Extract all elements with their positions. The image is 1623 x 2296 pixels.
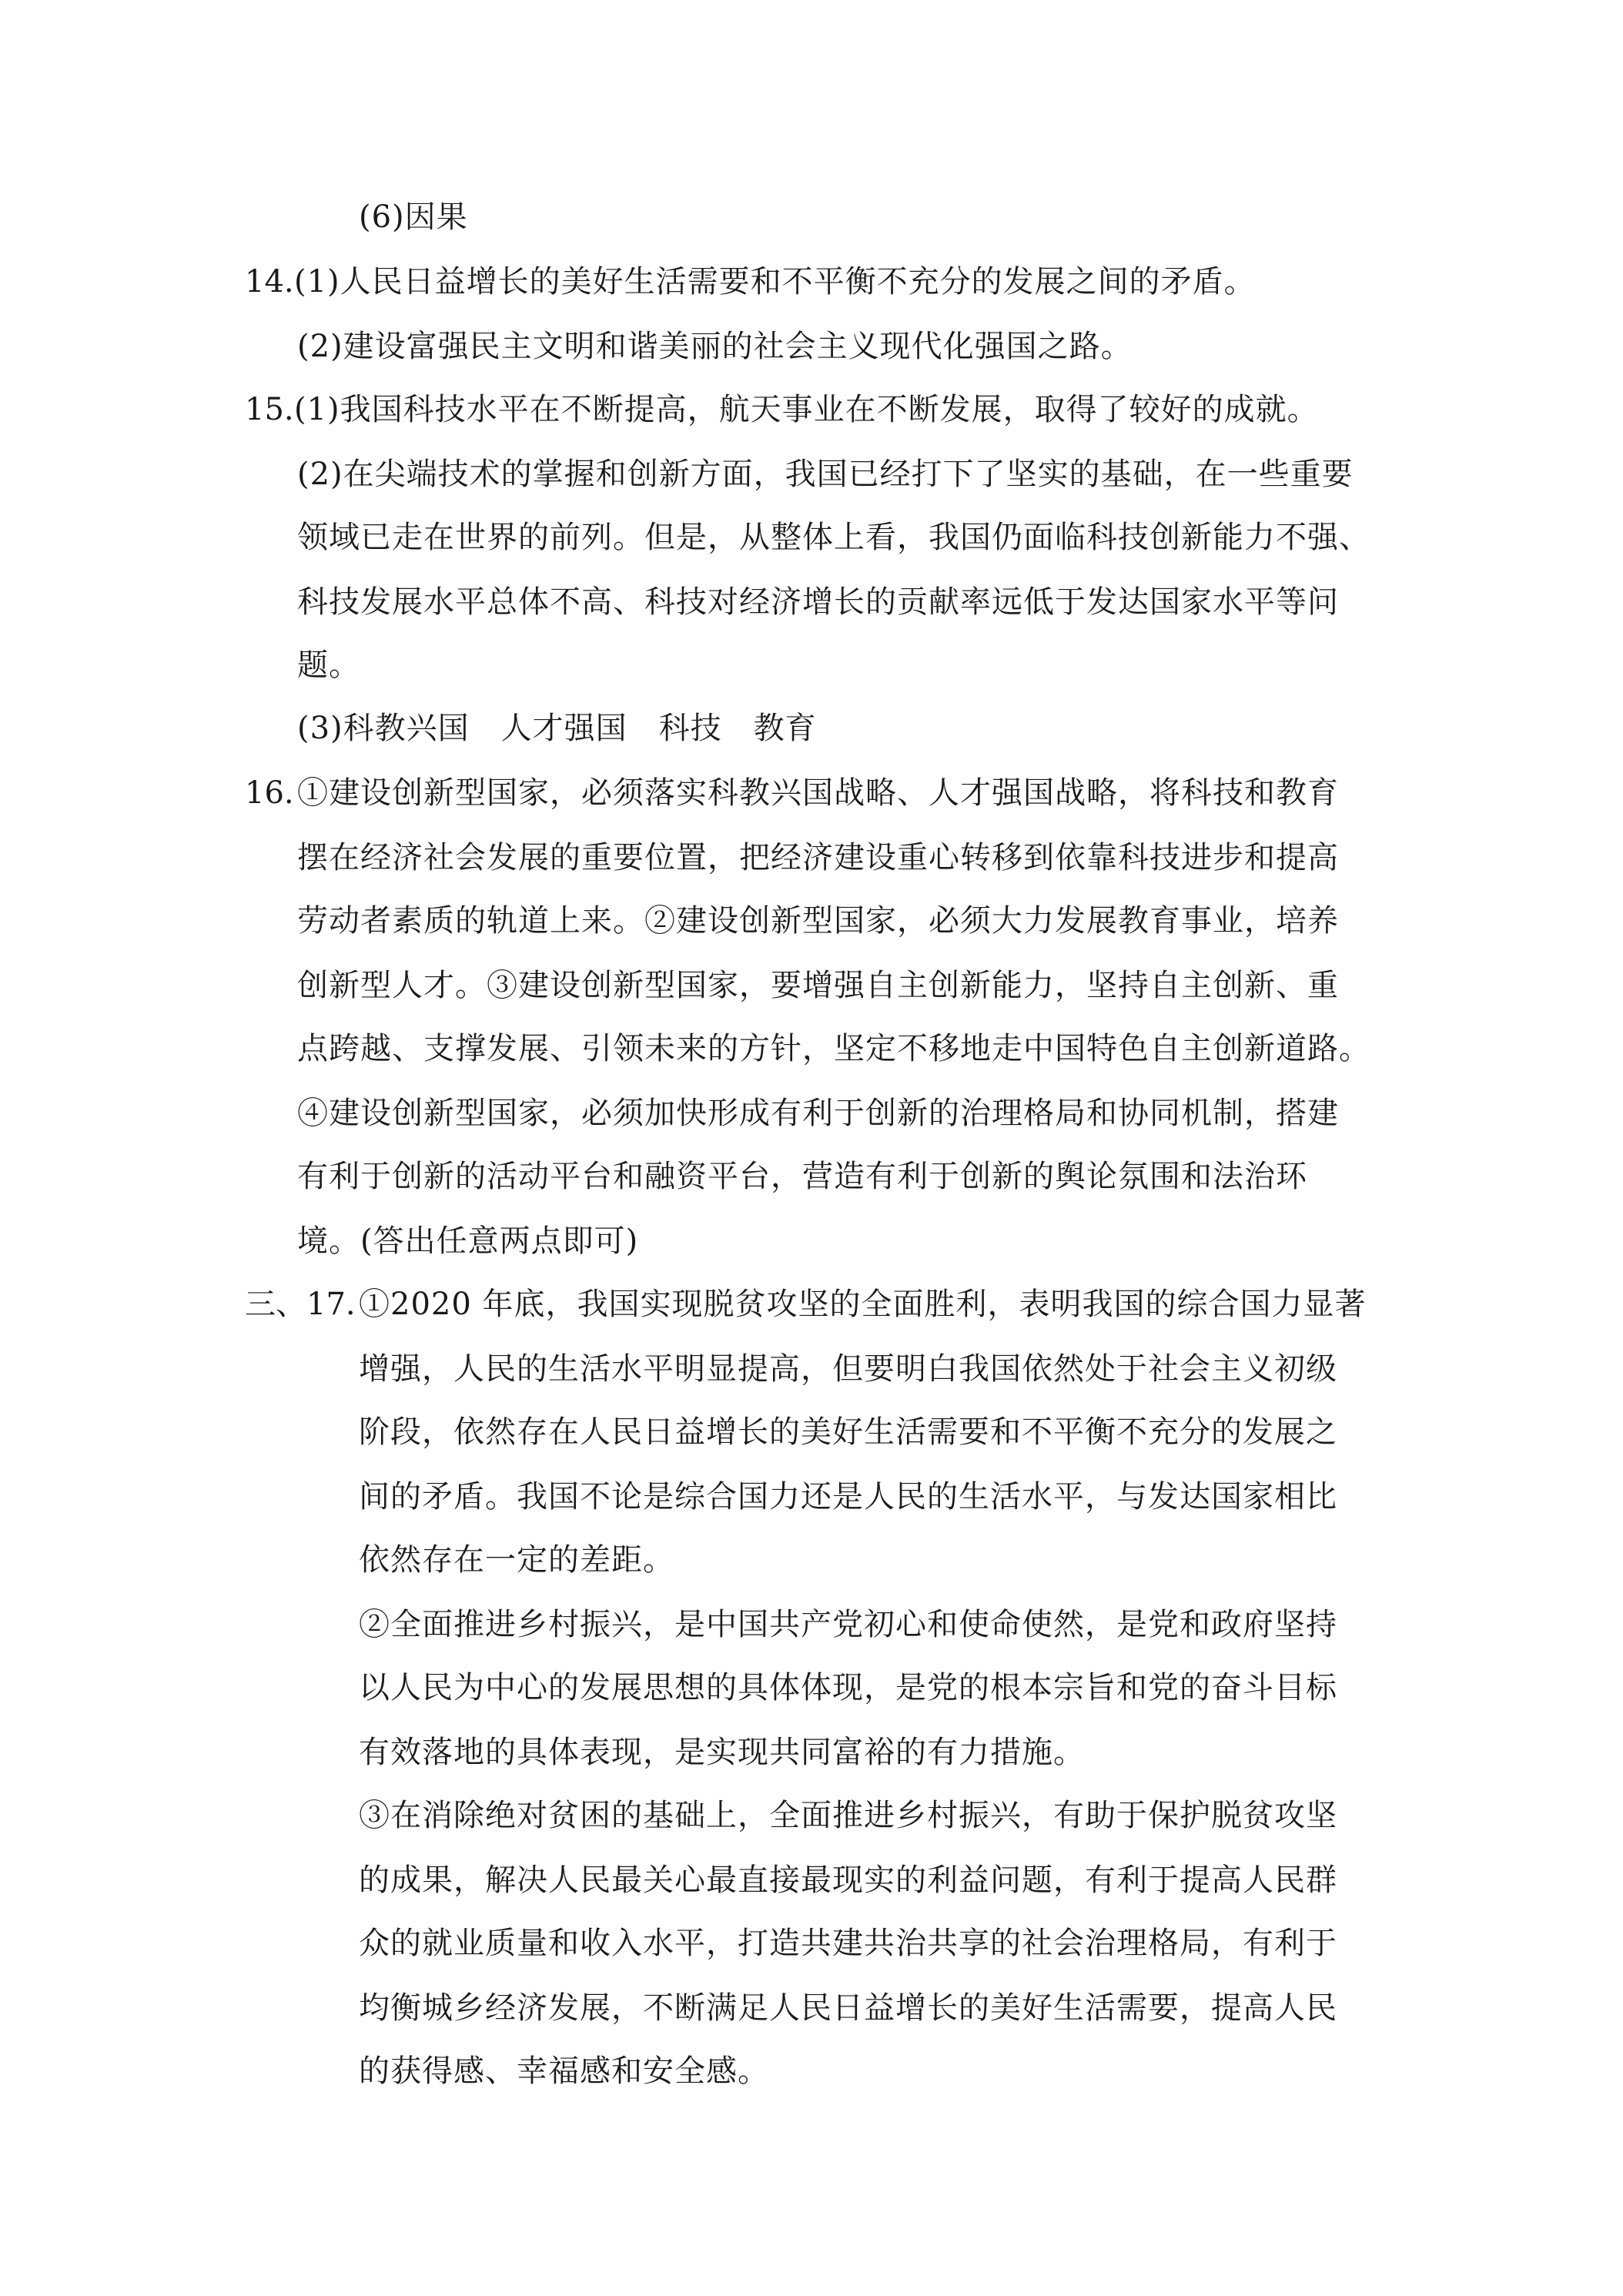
q16-line: 摆在经济社会发展的重要位置，把经济建设重心转移到依靠科技进步和提高 [297,840,1339,875]
q17-line: 均衡城乡经济发展，不断满足人民日益增长的美好生活需要，提高人民 [359,1990,1337,2026]
q16-line: ④建设创新型国家，必须加快形成有利于创新的治理格局和协同机制，搭建 [297,1096,1339,1131]
q17-line: 的获得感、幸福感和安全感。 [359,2053,769,2089]
q17-line: ③在消除绝对贫困的基础上，全面推进乡村振兴，有助于保护脱贫攻坚 [359,1798,1337,1833]
q16-line: 境。(答出任意两点即可) [297,1223,639,1259]
q17-line: 阶段，依然存在人民日益增长的美好生活需要和不平衡不充分的发展之 [359,1414,1337,1450]
q15-line: (3)科教兴国 人才强国 科技 教育 [297,711,817,746]
q16-line: 劳动者素质的轨道上来。②建设创新型国家，必须大力发展教育事业，培养 [297,903,1339,939]
q16-number: 16. [245,775,294,811]
q15-line: (1)我国科技水平在不断提高，航天事业在不断发展，取得了较好的成就。 [294,392,1319,427]
q13-item6: (6)因果 [359,199,468,235]
q16-line: ①建设创新型国家，必须落实科教兴国战略、人才强国战略，将科技和教育 [297,775,1339,811]
q17-line: 间的矛盾。我国不论是综合国力还是人民的生活水平，与发达国家相比 [359,1479,1337,1514]
q17-line: 依然存在一定的差距。 [359,1542,674,1578]
q15-line: 科技发展水平总体不高、科技对经济增长的贡献率远低于发达国家水平等问 [297,584,1339,620]
q14-line: (2)建设富强民主文明和谐美丽的社会主义现代化强国之路。 [297,329,1133,364]
q17-line: 众的就业质量和收入水平，打造共建共治共享的社会治理格局，有利于 [359,1926,1337,1961]
q16-line: 创新型人才。③建设创新型国家，要增强自主创新能力，坚持自主创新、重 [297,968,1339,1003]
q17-line: ①2020 年底，我国实现脱贫攻坚的全面胜利，表明我国的综合国力显著 [359,1287,1367,1322]
q17-line: 以人民为中心的发展思想的具体体现，是党的根本宗旨和党的奋斗目标 [359,1670,1337,1705]
q15-line: 题。 [297,648,360,683]
q16-line: 点跨越、支撑发展、引领未来的方针，坚定不移地走中国特色自主创新道路。 [297,1031,1370,1066]
q14-number: 14. [245,264,294,300]
q17-line: 增强，人民的生活水平明显提高，但要明白我国依然处于社会主义初级 [359,1351,1337,1387]
q17-line: ②全面推进乡村振兴，是中国共产党初心和使命使然，是党和政府坚持 [359,1607,1337,1642]
q15-line: (2)在尖端技术的掌握和创新方面，我国已经打下了坚实的基础，在一些重要 [297,457,1354,492]
q15-number: 15. [245,392,294,427]
q17-line: 的成果，解决人民最关心最直接最现实的利益问题，有利于提高人民群 [359,1863,1337,1898]
q16-line: 有利于创新的活动平台和融资平台，营造有利于创新的舆论氛围和法治环 [297,1159,1307,1194]
q14-line: (1)人民日益增长的美好生活需要和不平衡不充分的发展之间的矛盾。 [294,264,1256,300]
q17-number: 三、17. [245,1287,356,1322]
q15-line: 领域已走在世界的前列。但是，从整体上看，我国仍面临科技创新能力不强、 [297,520,1370,555]
q17-line: 有效落地的具体表现，是实现共同富裕的有力措施。 [359,1735,1085,1770]
